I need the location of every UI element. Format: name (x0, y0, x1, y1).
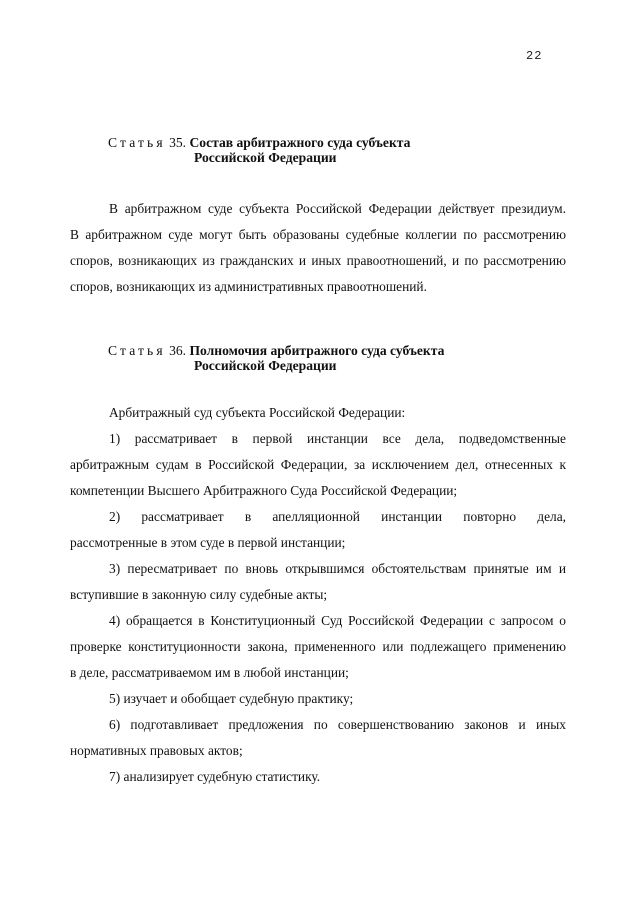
list-item-line: 5) изучает и обобщает судебную практику; (109, 691, 354, 706)
list-item-line: вступившие в законную силу судебные акты; (70, 587, 328, 602)
list-item-line: арбитражным судам в Российской Федерации, за исключением дел, отнесенных к (70, 457, 566, 472)
paragraph-line: В арбитражном суде субъекта Российской Федерации действует президиум. (109, 201, 566, 216)
list-item-line: 3) пересматривает по вновь открывшимся обстоятельствам принятые им и (109, 561, 566, 576)
article-title-line1: Состав арбитражного суда субъекта (189, 135, 411, 150)
paragraph-line: споров, возникающих из гражданских и иных правоотношений, и по рассмотрению (70, 253, 566, 268)
list-item-line: в деле, рассматриваемом им в любой инстанции; (70, 665, 349, 680)
article-number: 36. (169, 343, 187, 358)
paragraph-line: споров, возникающих из административных правоотношений. (70, 279, 427, 294)
article-title-line1: Полномочия арбитражного суда субъекта (189, 343, 445, 358)
paragraph-intro: Арбитражный суд субъекта Российской Федерации: (109, 405, 406, 420)
article-word: Статья (108, 135, 166, 150)
list-item-line: проверке конституционности закона, примененного или подлежащего применению (70, 639, 566, 654)
list-item-line: рассмотренные в этом суде в первой инстанции; (70, 535, 346, 550)
article-36-heading (108, 343, 445, 373)
list-item-line: компетенции Высшего Арбитражного Суда Российской Федерации; (70, 483, 458, 498)
list-item-line: 6) подготавливает предложения по совершенствованию законов и иных (109, 717, 566, 732)
article-title-line2: Российской Федерации (194, 358, 337, 373)
paragraph-line: В арбитражном суде могут быть образованы судебные коллегии по рассмотрению (70, 227, 566, 242)
list-item-line: 7) анализирует судебную статистику. (109, 769, 321, 784)
list-item-line: 2) рассматривает в апелляционной инстанции повторно дела, (109, 509, 566, 524)
article-35-heading (108, 135, 411, 165)
page-number: 22 (526, 49, 543, 63)
article-word: Статья (108, 343, 166, 358)
list-item-line: 1) рассматривает в первой инстанции все дела, подведомственные (109, 431, 566, 446)
article-number: 35. (169, 135, 187, 150)
list-item-line: 4) обращается в Конституционный Суд Российской Федерации с запросом о (109, 613, 566, 628)
article-title-line2: Российской Федерации (194, 150, 337, 165)
list-item-line: нормативных правовых актов; (70, 743, 243, 758)
